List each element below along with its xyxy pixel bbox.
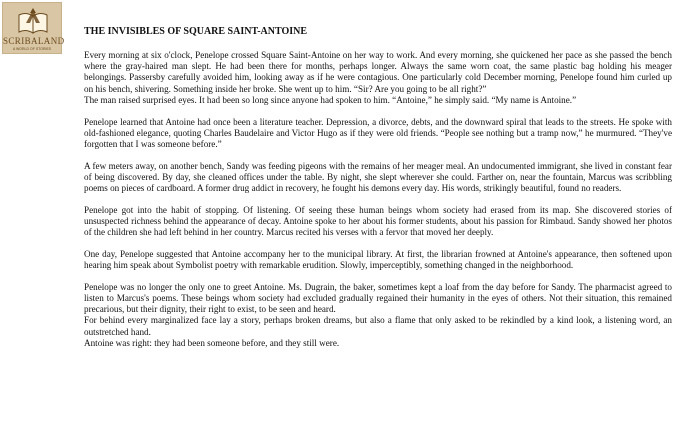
paragraph-line: Penelope got into the habit of stopping. Of listening. Of seeing these human beings whom society had erased from its map. She discovered stories of unsuspected richness behind the appearance of decay. Antoine spoke to her about his former students, about his passion for Rimbaud. Sandy showed her photos of the children she had left behind in her country. Marcus recited his verses with a fervor that moved her deeply.	[84, 204, 672, 238]
paragraph-line: Antoine was right: they had been someone before, and they still were.	[84, 337, 340, 348]
paragraph-4	[84, 205, 672, 239]
paragraph-3	[84, 161, 672, 195]
paragraph-line: Every morning at six o'clock, Penelope crossed Square Saint-Antoine on her way to work. And every morning, she quickened her pace as she passed the bench where the gray-haired man slept. He had been there for months, perhaps longer. Always the same worn coat, the same plastic bag holding his meager belongings. Passersby carefully avoided him, looking away as if he were contagious. One particularly cold December morning, Penelope found him curled up on his bench, shivering. Something inside her broke. She went up to him. “Sir? Are you going to be all right?”	[84, 50, 672, 94]
paragraph-2	[84, 117, 672, 151]
logo[interactable]	[2, 2, 65, 54]
paragraph-line: The man raised surprised eyes. It had been so long since anyone had spoken to him. “Antoine,” he simply said. “My name is Antoine.”	[84, 94, 577, 105]
paragraph-line: Penelope learned that Antoine had once been a literature teacher. Depression, a divorce, debts, and the downward spiral that leads to the streets. He spoke with old-fashioned elegance, quoting Charles Baudelaire and Victor Hugo as if they were old friends. “People see nothing but a tramp now,” he murmured. “They've forgotten that I was someone before.”	[84, 116, 672, 149]
paragraph-5	[84, 249, 672, 271]
logo-tagline: A WORLD OF STORIES	[12, 47, 52, 51]
article	[84, 26, 672, 359]
paragraph-line: One day, Penelope suggested that Antoine accompany her to the municipal library. At first, the librarian frowned at Antoine's appearance, then softened upon hearing him speak about Symbolist poetry with remarkable erudition. Slowly, imperceptibly, something changed in the neighborhood.	[84, 248, 672, 271]
logo-word: SCRIBALAND	[3, 36, 65, 46]
open-book-icon	[17, 7, 49, 35]
article-title: THE INVISIBLES OF SQUARE SAINT-ANTOINE	[84, 26, 308, 37]
paragraph-6	[84, 282, 672, 349]
paragraph-line: For behind every marginalized face lay a story, perhaps broken dreams, but also a flame that only asked to be rekindled by a kind look, a listening word, an outstretched hand.	[84, 315, 672, 337]
sidebar	[0, 0, 65, 430]
paragraph-line: A few meters away, on another bench, Sandy was feeding pigeons with the remains of her meager meal. An undocumented immigrant, she lived in constant fear of being discovered. By day, she cleaned offices under the table. By night, she slept wherever she could. Farther on, near the fountain, Marcus was scribbling poems on pieces of cardboard. A former drug addict in recovery, he fought his demons every day. His words, strikingly beautiful, found no readers.	[84, 160, 672, 194]
paragraph-line: Penelope was no longer the only one to greet Antoine. Ms. Dugrain, the baker, sometimes kept a loaf from the day before for Sandy. The pharmacist agreed to listen to Marcus's poems. These beings whom society had excluded gradually regained their humanity in the eyes of others. Not their situation, this remained precarious, but their dignity, their right to exist, to be seen and heard.	[84, 281, 672, 315]
paragraph-1	[84, 50, 672, 106]
